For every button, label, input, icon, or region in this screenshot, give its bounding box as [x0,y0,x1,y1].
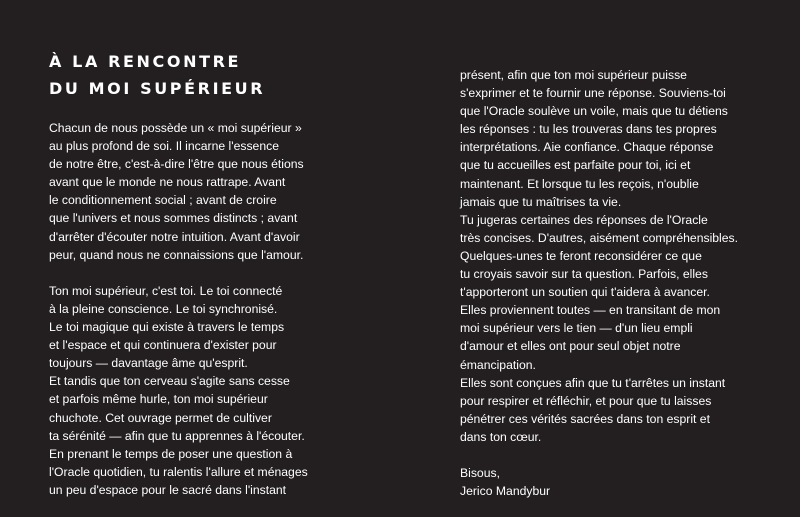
text-line: que tu accueilles est parfaite pour toi, ici et [460,158,691,173]
text-line: un peu d'espace pour le sacré dans l'instant [49,482,287,497]
paragraph-moi-superieur [49,282,349,499]
author-signature: Jerico Mandybur [460,484,551,499]
text-line: au plus profond de soi. Il incarne l'essence [49,139,279,154]
text-line: s'exprimer et te fournir une réponse. Souviens-toi [460,86,726,101]
text-line: pénétrer ces vérités sacrées dans ton esprit et [460,411,710,426]
text-line: interprétations. Aie confiance. Chaque réponse [460,140,714,155]
text-line: ta sérénité — afin que tu apprennes à l'écouter. [49,428,305,443]
text-line: chuchote. Cet ouvrage permet de cultiver [49,410,272,425]
text-line: que l'Oracle soulève un voile, mais que tu détiens [460,104,728,119]
text-line: d'amour et elles ont pour seul objet notre [460,339,681,354]
text-line: les réponses : tu les trouveras dans tes propres [460,122,717,137]
text-line: Le toi magique qui existe à travers le temps [49,320,285,335]
signoff: Bisous, [460,466,500,481]
text-line: Ton moi supérieur, c'est toi. Le toi connecté [49,283,283,298]
text-line: pour respirer et réfléchir, et pour que tu laisses [460,393,712,408]
text-line: et parfois même hurle, ton moi supérieur [49,392,268,407]
text-line: Tu jugeras certaines des réponses de l'Oracle [460,212,708,227]
paragraph-gap [460,446,760,464]
text-line: toujours — davantage âme qu'esprit. [49,356,248,371]
title-line-2: DU MOI SUPÉRIEUR [49,79,266,98]
text-line: moi supérieur vers le tien — d'un lieu empli [460,321,693,336]
text-line: l'Oracle quotidien, tu ralentis l'allure et ménages [49,464,308,479]
text-line: à la pleine conscience. Le toi synchronisé. [49,301,278,316]
text-line: très concises. D'autres, aisément compréhensibles. [460,230,739,245]
text-line: émancipation. [460,357,536,372]
text-line: maintenant. Et lorsque tu les reçois, n'oublie [460,176,699,191]
text-line: jamais que tu maîtrises ta vie. [460,194,622,209]
text-line: t'apporteront un soutien qui t'aidera à avancer. [460,285,710,300]
title-line-1: À LA RENCONTRE [49,52,242,71]
text-line: et l'espace et qui continuera d'exister pour [49,338,277,353]
text-line: Elles proviennent toutes — en transitant de mon [460,303,721,318]
text-line: avant que le monde ne nous rattrape. Avant [49,175,286,190]
left-column [49,119,349,499]
text-line: présent, afin que ton moi supérieur puisse [460,68,687,82]
text-line: Chacun de nous possède un « moi supérieur » [49,121,302,135]
text-line: Elles sont conçues afin que tu t'arrêtes un instant [460,375,726,390]
text-line: d'arrêter d'écouter notre intuition. Avant d'avoir [49,229,300,244]
text-line: de notre être, c'est-à-dire l'être que nous étions [49,157,304,172]
page-title [49,48,265,102]
right-column [460,66,760,500]
paragraph-oracle [460,66,760,446]
text-line: Quelques-unes te feront reconsidérer ce que [460,248,702,263]
paragraph-intro [49,119,349,264]
text-line: que l'univers et nous sommes distincts ; avant [49,211,298,226]
text-line: tu croyais savoir sur ta question. Parfois, elles [460,267,708,282]
text-line: peur, quand nous ne connaissions que l'amour. [49,247,304,262]
paragraph-gap [49,264,349,282]
text-line: Et tandis que ton cerveau s'agite sans cesse [49,374,290,389]
text-line: En prenant le temps de poser une question à [49,446,293,461]
text-line: dans ton cœur. [460,429,542,444]
text-line: le conditionnement social ; avant de croire [49,193,277,208]
